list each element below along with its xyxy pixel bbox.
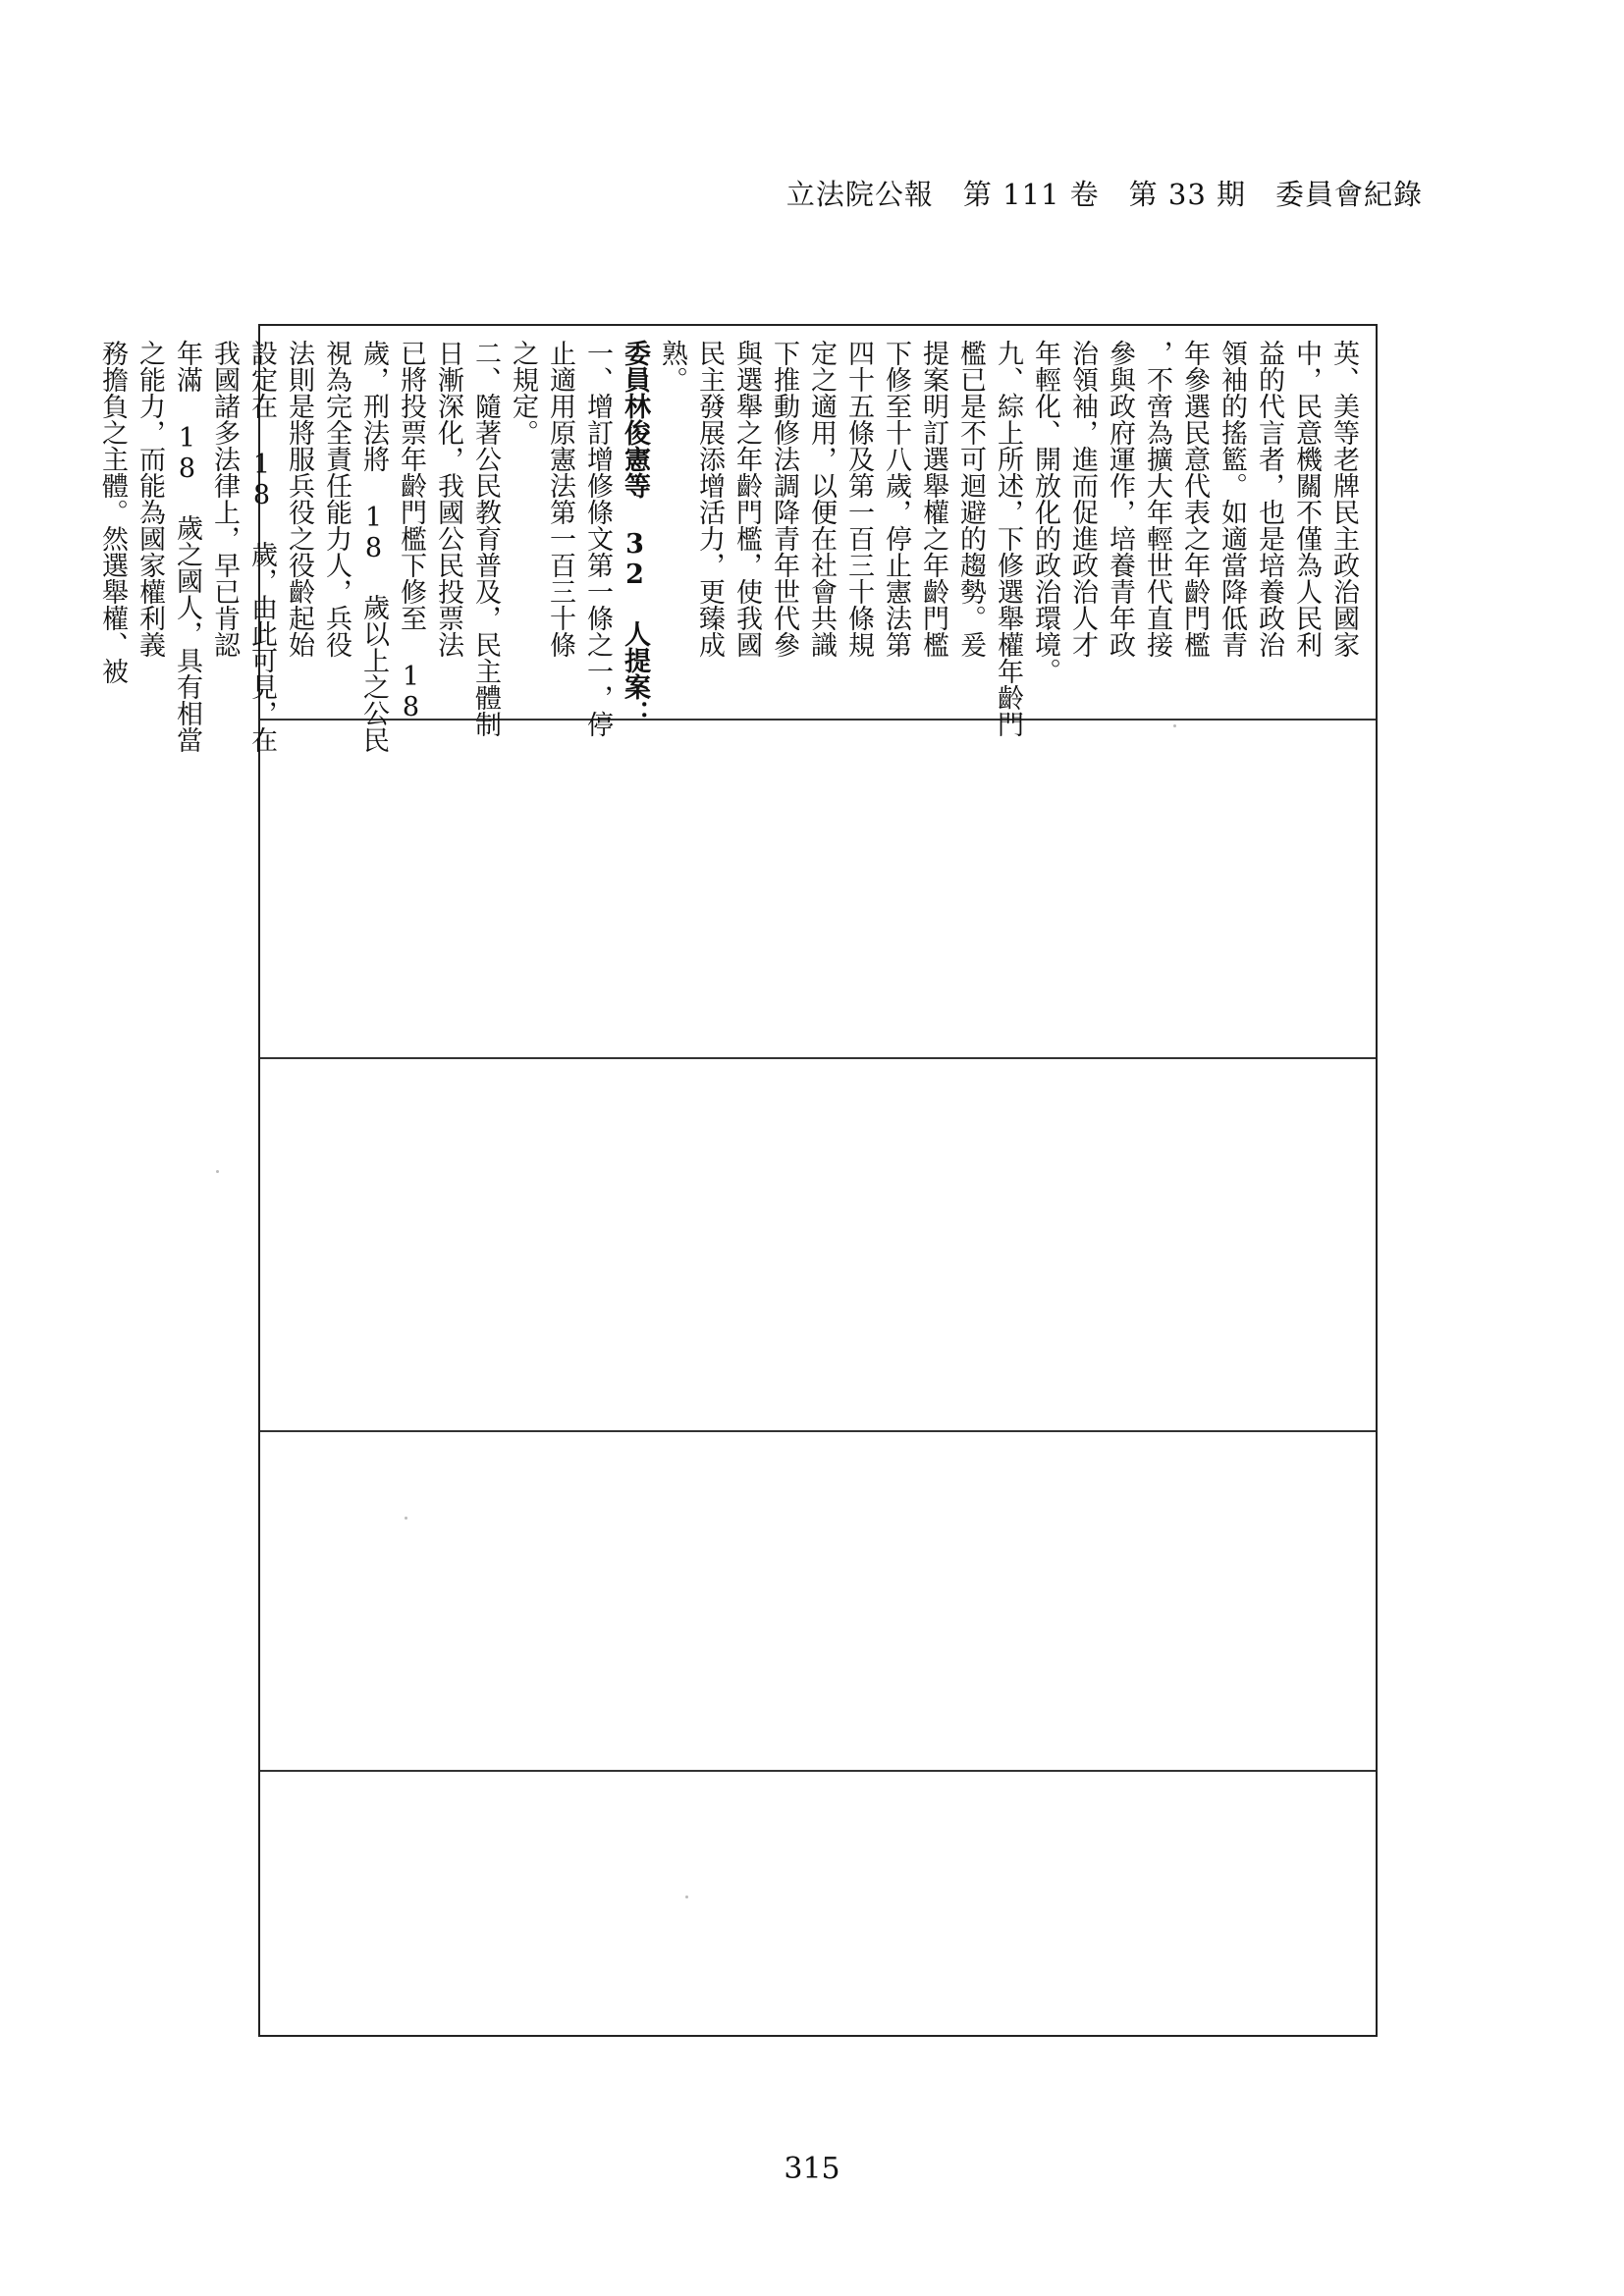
- table-row-empty: [260, 1772, 1376, 2039]
- scan-speck: [685, 1896, 688, 1898]
- scan-speck: [405, 1517, 407, 1520]
- table-row-empty: [260, 1059, 1376, 1432]
- table-row-empty: [260, 1432, 1376, 1772]
- paragraph-item-nine: 九、綜上所述，下修選舉權年齡門 檻已是不可迴避的趨勢。爰 提案明訂選舉權之年齡門檻 下修至十八歲，停止憲法第 四十五條及第一百三十條規 定之適用，以便在社會共識 下推動修法調降青年世代參 與選舉之年齡門檻，使我國 民主發展添增活力，更臻成 熟。: [657, 340, 1023, 737]
- proposal-heading: 委員林俊憲等 32 人提案：: [620, 340, 650, 726]
- page-number: 315: [784, 2152, 840, 2186]
- scan-speck: [216, 1170, 219, 1173]
- paragraph-item-one: 一、增訂增修條文第一條之一，停 止適用原憲法第一百三十條 之規定。: [508, 340, 613, 737]
- table-row-empty: [260, 721, 1376, 1059]
- row-text: [97, 340, 1362, 753]
- table-row: [97, 326, 1376, 753]
- scan-speck: [1173, 724, 1176, 727]
- paragraph-item-two: 二、隨著公民教育普及，民主體制 日漸深化，我國公民投票法 已將投票年齡門檻下修至 18 歲，刑法將 18 歲以上之公民 視為完全責任能力人，兵役 法則是將服兵役之役齡起始 設定在 18 歲，由此可見，在 我國諸多法律上，早已肯認 年滿 18 歲之國人，具有相當 之能力，而能為國家權利義 務擔負之主體。然選舉權、被: [97, 340, 501, 753]
- paragraph-intro-continued: 英、美等老牌民主政治國家 中，民意機關不僅為人民利 益的代言者，也是培養政治 領袖的搖籃。如適當降低青 年參選民意代表之年齡門檻 ，不啻為擴大年輕世代直接 參與政府運作，培養青年政 治領袖，進而促進政治人才 年輕化、開放化的政治環境。: [1030, 340, 1359, 684]
- content-table: [97, 324, 1378, 2037]
- page-header: 立法院公報 第 111 卷 第 33 期 委員會紀錄: [785, 178, 1423, 211]
